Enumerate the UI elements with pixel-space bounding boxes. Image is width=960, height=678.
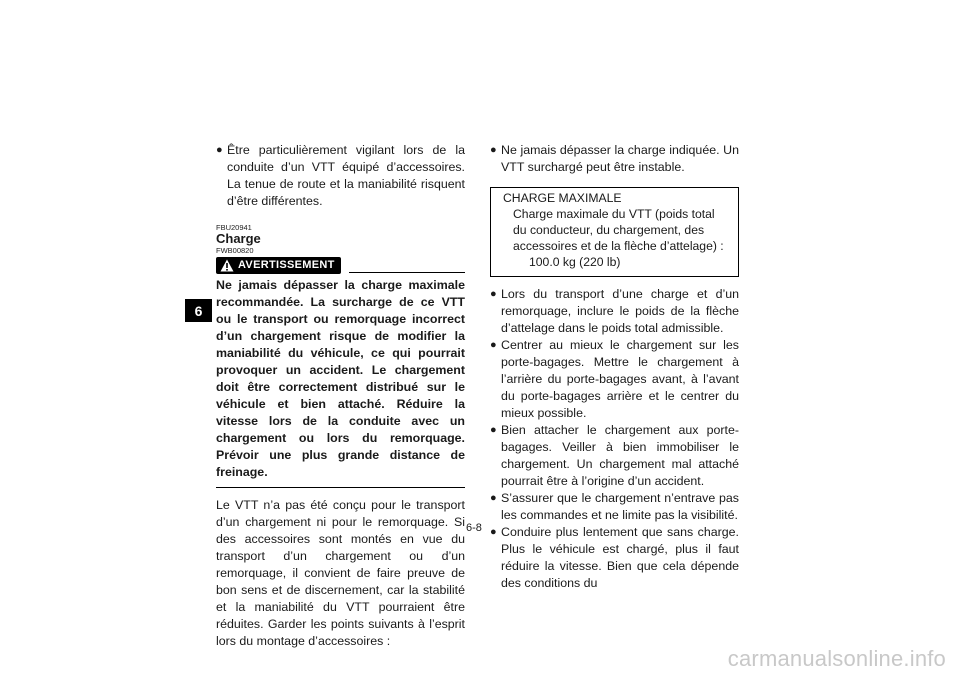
bullet-text: S’assurer que le chargement n’entrave pas les commandes et ne limite pas la visibilité. (501, 491, 739, 522)
bullet-icon: ● (490, 144, 497, 156)
list-item (490, 524, 739, 592)
warning-triangle-icon (220, 259, 234, 272)
bullet-text: Bien attacher le chargement aux porte-bagages. Veiller à bien immobiliser le chargement. Un chargement mal attaché pourrait être à l’origine d’un accident. (501, 423, 739, 488)
warning-badge (216, 257, 341, 274)
bullet-icon: ● (490, 526, 497, 538)
page-number: 6-8 (466, 522, 482, 534)
warning-code: FWB00820 (216, 246, 254, 255)
spec-value: 100.0 kg (220 lb) (529, 255, 621, 269)
list-item (490, 422, 739, 490)
bullet-icon: ● (490, 492, 497, 504)
warning-header (216, 257, 465, 274)
warning-text: Ne jamais dépasser la charge maximale recommandée. La surcharge de ce VTT ou le transport ou remorquage incorrect d’un chargement risque de modifier la maniabilité du véhicule, ce qui pourrait provoquer un accident. Le chargement doit être correctement distribué sur le véhicule et bien attaché. Réduire la vitesse lors de la conduite avec un chargement ou lors du remorquage. Prévoir une plus grande distance de freinage. (216, 278, 465, 479)
spec-box (490, 187, 739, 277)
list-item (490, 142, 739, 176)
spec-title: CHARGE MAXIMALE (503, 191, 622, 205)
list-item (490, 337, 739, 422)
bullet-text: Être particulièrement vigilant lors de la conduite d’un VTT équipé d’accessoires. La tenue de route et la maniabilité risquent d’être différentes. (227, 143, 465, 208)
divider (216, 487, 465, 488)
list-item (216, 142, 465, 210)
left-column (216, 142, 465, 650)
bullet-text: Centrer au mieux le chargement sur les porte-bagages. Mettre le chargement à l’arrière du porte-bagages avant, à l’avant du porte-bagages arrière et le centrer du mieux possible. (501, 338, 739, 420)
list-item (490, 286, 739, 337)
warning-label: AVERTISSEMENT (238, 259, 335, 271)
chapter-tab: 6 (185, 299, 212, 322)
spec-description: Charge maximale du VTT (poids total du conducteur, du chargement, des accessoires et de la flèche d’attelage) : (513, 207, 724, 253)
right-column (490, 142, 739, 592)
bullet-icon: ● (490, 288, 497, 300)
bullet-icon: ● (490, 339, 497, 351)
list-item (490, 490, 739, 524)
bullet-icon: ● (490, 424, 497, 436)
watermark: carmanualsonline.info (727, 646, 946, 671)
section-title: Charge (216, 231, 261, 246)
body-paragraph: Le VTT n’a pas été conçu pour le transport d’un chargement ni pour le remorquage. Si des accessoires sont montés en vue du transport d’un chargement ou d’un remorquage, il convient de faire preuve de bon sens et de discernement, car la stabilité et la maniabilité du VTT pourraient être réduites. Garder les points suivants à l’esprit lors du montage d’accessoires : (216, 498, 465, 648)
warning-rule (349, 272, 465, 273)
bullet-icon: ● (216, 144, 223, 156)
bullet-text: Lors du transport d’une charge et d’un remorquage, inclure le poids de la flèche d’attelage dans le poids total admissible. (501, 287, 739, 335)
section-code: FBU20941 (216, 223, 252, 232)
bullet-text: Ne jamais dépasser la charge indiquée. Un VTT surchargé peut être instable. (501, 143, 739, 174)
bullet-text: Conduire plus lentement que sans charge. Plus le véhicule est chargé, plus il faut réduire la vitesse. Bien que cela dépende des conditions du (501, 525, 739, 590)
